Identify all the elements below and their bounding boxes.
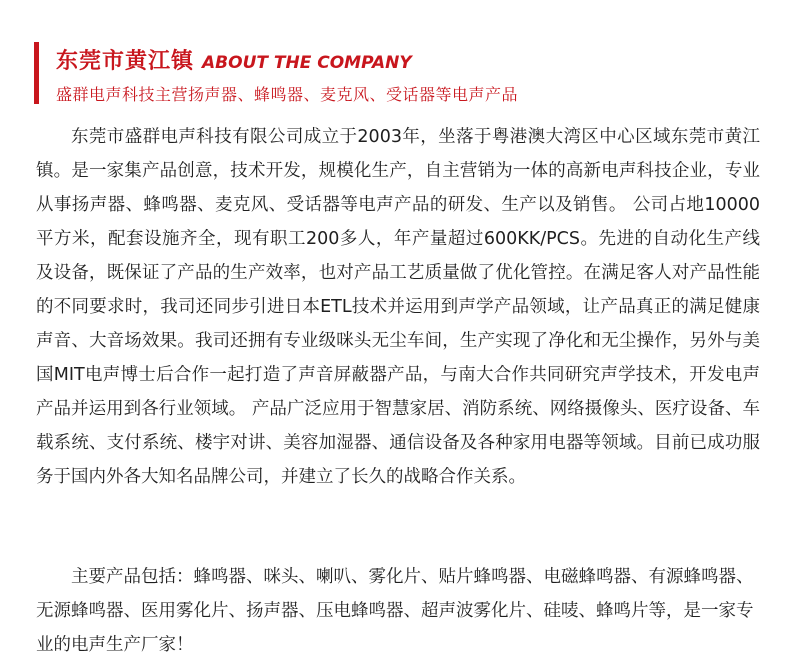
company-intro-paragraph: 东莞市盛群电声科技有限公司成立于2003年，坐落于粤港澳大湾区中心区域东莞市黄江镇。是一家集产品创意，技术开发，规模化生产，自主营销为一体的高新电声科技企业，专业从事扬声器、蜂鸣器、麦克风、受话器等电声产品的研发、生产以及销售。 公司占地10000平方米，配套设施齐全，现有职工200多人，年产量超过600KK/PCS。先进的自动化生产线及设备，既保证了产品的生产效率，也对产品工艺质量做了优化管控。在满足客人对产品性能的不同要求时，我司还同步引进日本ETL技术并运用到声学产品领域，让产品真正的满足健康声音、大音场效果。我司还拥有专业级咪头无尘车间，生产实现了净化和无尘操作，另外与美国MIT电声博士后合作一起打造了声音屏蔽器产品，与南大合作共同研究声学技术，开发电声产品并运用到各行业领域。 产品广泛应用于智慧家居、消防系统、网络摄像头、医疗设备、车载系统、支付系统、楼宇对讲、美容加湿器、通信设备及各种家用电器等领域。目前已成功服务于国内外各大知名品牌公司，并建立了长久的战略合作关系。 xyxy=(36,127,760,487)
page-title: 东莞市黄江镇 xyxy=(56,49,195,74)
section-header xyxy=(34,38,754,110)
page-subtitle: 盛群电声科技主营扬声器、蜂鸣器、麦克风、受话器等电声产品 xyxy=(56,85,519,104)
title-line xyxy=(56,44,412,75)
products-paragraph: 主要产品包括：蜂鸣器、咪头、喇叭、雾化片、贴片蜂鸣器、电磁蜂鸣器、有源蜂鸣器、无源蜂鸣器、医用雾化片、扬声器、压电蜂鸣器、超声波雾化片、硅唛、蜂鸣片等，是一家专业的电声生产厂家！ xyxy=(36,567,754,655)
page-title-english: ABOUT THE COMPANY xyxy=(202,53,412,73)
accent-bar xyxy=(34,42,39,104)
